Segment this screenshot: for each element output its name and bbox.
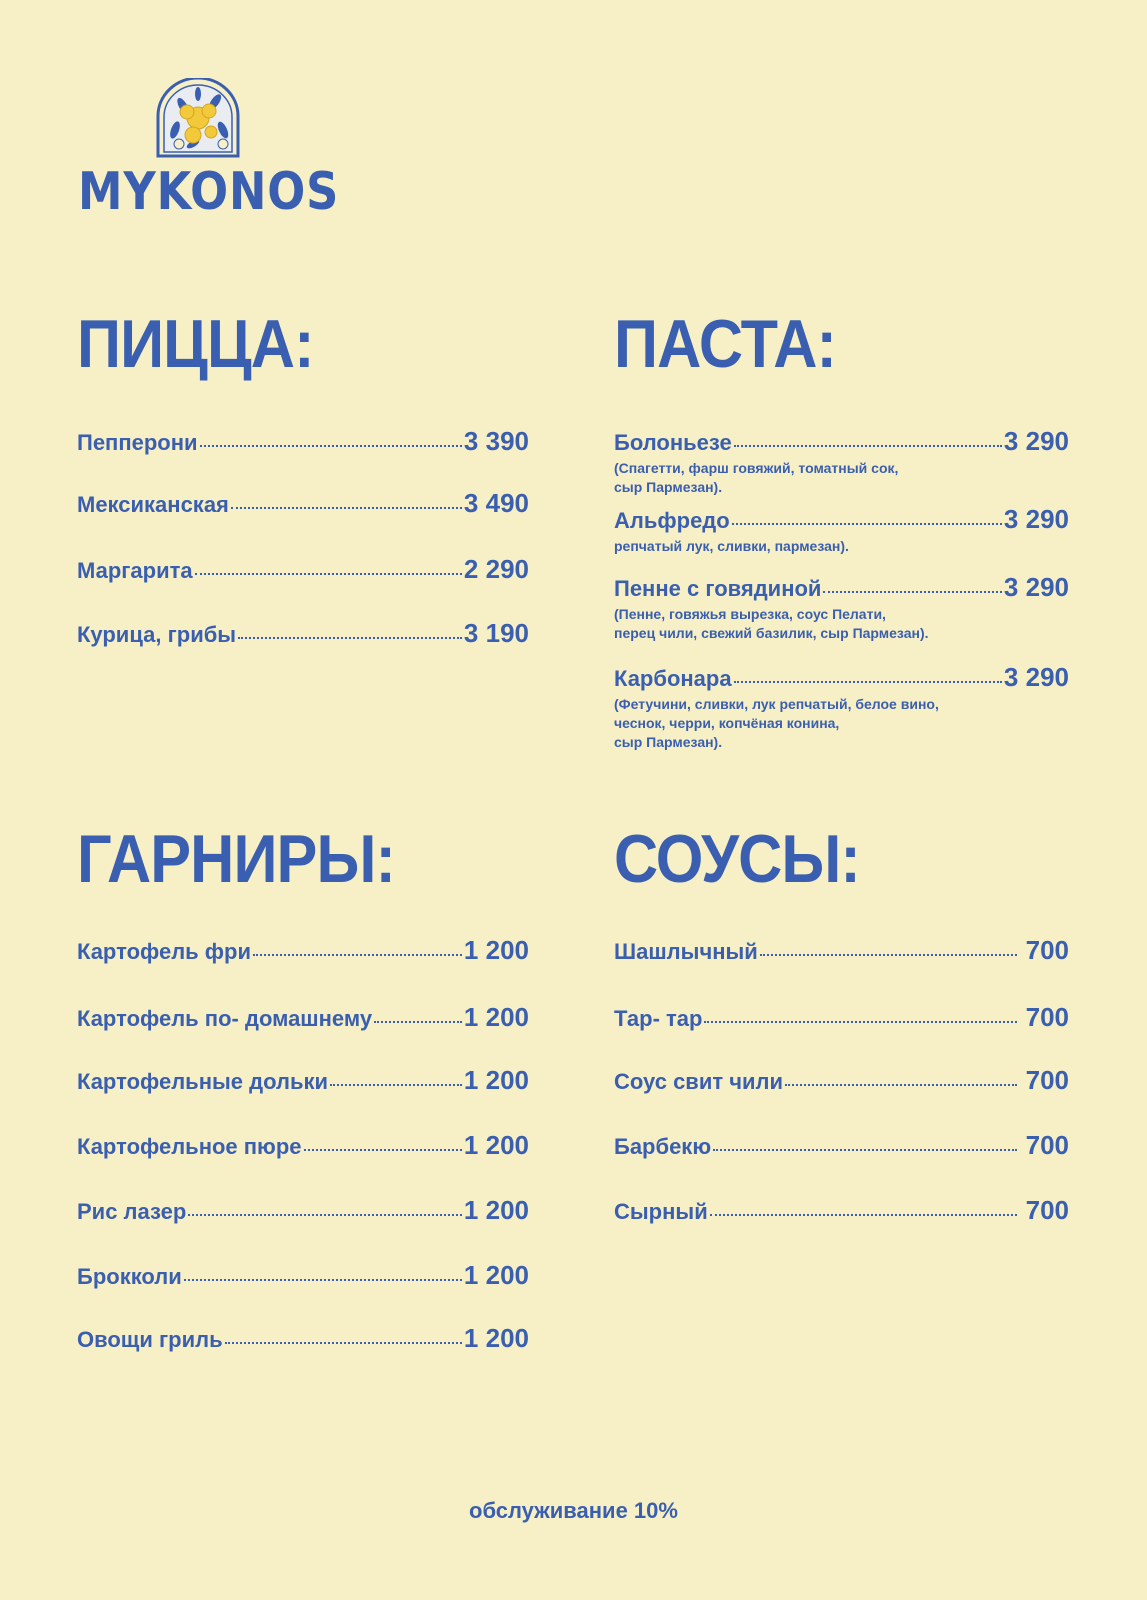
dot-leader	[704, 1004, 1017, 1026]
menu-item	[614, 1130, 1069, 1161]
item-description: (Фетучини, сливки, лук репчатый, белое вино, чеснок, черри, копчёная конина, сыр Пармезан).	[614, 696, 939, 750]
item-price: 1 200	[463, 1130, 529, 1160]
item-name: Брокколи	[77, 1264, 182, 1289]
item-name: Сырный	[614, 1199, 708, 1224]
pasta-section	[614, 306, 1069, 770]
item-name: Курица, грибы	[77, 622, 237, 647]
item-name: Овощи гриль	[77, 1327, 223, 1352]
item-name: Альфредо	[614, 508, 730, 533]
item-name: Карбонара	[614, 666, 732, 691]
lemon-arch-icon	[153, 78, 243, 158]
item-price: 1 200	[463, 1195, 529, 1225]
dot-leader	[231, 490, 462, 512]
dot-leader	[374, 1004, 462, 1026]
item-name: Картофельные дольки	[77, 1069, 329, 1094]
item-price: 3 290	[1003, 662, 1069, 692]
dot-leader	[760, 937, 1017, 959]
item-price: 2 290	[463, 554, 529, 584]
item-name: Барбекю	[614, 1134, 712, 1159]
pizza-section	[77, 306, 529, 670]
item-price: 3 190	[463, 618, 529, 648]
dot-leader	[200, 428, 462, 450]
item-price: 1 200	[463, 1323, 529, 1353]
pizza-title: ПИЦЦА:	[77, 306, 314, 382]
dot-leader	[734, 428, 1002, 450]
dot-leader	[734, 664, 1002, 686]
dot-leader	[710, 1197, 1017, 1219]
item-name: Картофель по- домашнему	[77, 1006, 373, 1031]
service-charge-note: обслуживание 10%	[469, 1498, 678, 1523]
item-name: Соус свит чили	[614, 1069, 784, 1094]
pasta-title: ПАСТА:	[614, 306, 837, 382]
dot-leader	[238, 620, 462, 642]
menu-item	[77, 935, 529, 966]
item-price: 700	[1025, 935, 1069, 965]
menu-item	[77, 1065, 529, 1096]
menu-item	[77, 1002, 529, 1033]
menu-item	[614, 935, 1069, 966]
item-name: Шашлычный	[614, 939, 758, 964]
item-name: Пенне с говядиной	[614, 576, 822, 601]
sides-title: ГАРНИРЫ:	[77, 821, 395, 897]
menu-item	[614, 1195, 1069, 1226]
menu-item	[77, 1130, 529, 1161]
item-price: 3 290	[1003, 504, 1069, 534]
item-name: Пепперони	[77, 430, 198, 455]
menu-item	[77, 554, 529, 585]
dot-leader	[785, 1067, 1017, 1089]
menu-item	[614, 426, 1069, 497]
menu-item	[614, 662, 1069, 752]
menu-item	[614, 1002, 1069, 1033]
menu-item	[77, 488, 529, 519]
dot-leader	[184, 1262, 462, 1284]
menu-item	[77, 618, 529, 649]
item-price: 700	[1025, 1195, 1069, 1225]
item-description: репчатый лук, сливки, пармезан).	[614, 538, 849, 554]
sauces-title: СОУСЫ:	[614, 821, 860, 897]
dot-leader	[330, 1067, 462, 1089]
menu-item	[77, 1323, 529, 1354]
brand-logo	[78, 78, 340, 238]
dot-leader	[188, 1197, 462, 1219]
item-name: Рис лазер	[77, 1199, 187, 1224]
item-price: 3 290	[1003, 426, 1069, 456]
item-price: 1 200	[463, 935, 529, 965]
dot-leader	[253, 937, 462, 959]
menu-item	[77, 426, 529, 457]
sauces-section	[614, 821, 1069, 1225]
sides-section	[77, 821, 529, 1365]
dot-leader	[713, 1132, 1017, 1154]
item-description: (Пенне, говяжья вырезка, соус Пелати, перец чили, свежий базилик, сыр Пармезан).	[614, 606, 929, 641]
brand-name: MYKONOS	[78, 162, 340, 222]
dot-leader	[304, 1132, 462, 1154]
item-price: 700	[1025, 1065, 1069, 1095]
item-price: 1 200	[463, 1260, 529, 1290]
item-name: Тар- тар	[614, 1006, 703, 1031]
dot-leader	[195, 556, 462, 578]
menu-item	[77, 1195, 529, 1226]
item-price: 3 490	[463, 488, 529, 518]
item-name: Маргарита	[77, 558, 193, 583]
dot-leader	[823, 574, 1001, 596]
dot-leader	[225, 1325, 462, 1347]
item-name: Картофель фри	[77, 939, 252, 964]
menu-item	[77, 1260, 529, 1291]
menu-item	[614, 572, 1069, 643]
item-name: Болоньезе	[614, 430, 732, 455]
item-price: 700	[1025, 1130, 1069, 1160]
menu-item	[614, 504, 1069, 556]
item-price: 3 390	[463, 426, 529, 456]
item-price: 1 200	[463, 1065, 529, 1095]
item-name: Мексиканская	[77, 492, 229, 517]
item-description: (Спагетти, фарш говяжий, томатный сок, сыр Пармезан).	[614, 460, 899, 495]
menu-item	[614, 1065, 1069, 1096]
item-price: 1 200	[463, 1002, 529, 1032]
item-price: 3 290	[1003, 572, 1069, 602]
item-price: 700	[1025, 1002, 1069, 1032]
item-name: Картофельное пюре	[77, 1134, 302, 1159]
dot-leader	[732, 506, 1002, 528]
